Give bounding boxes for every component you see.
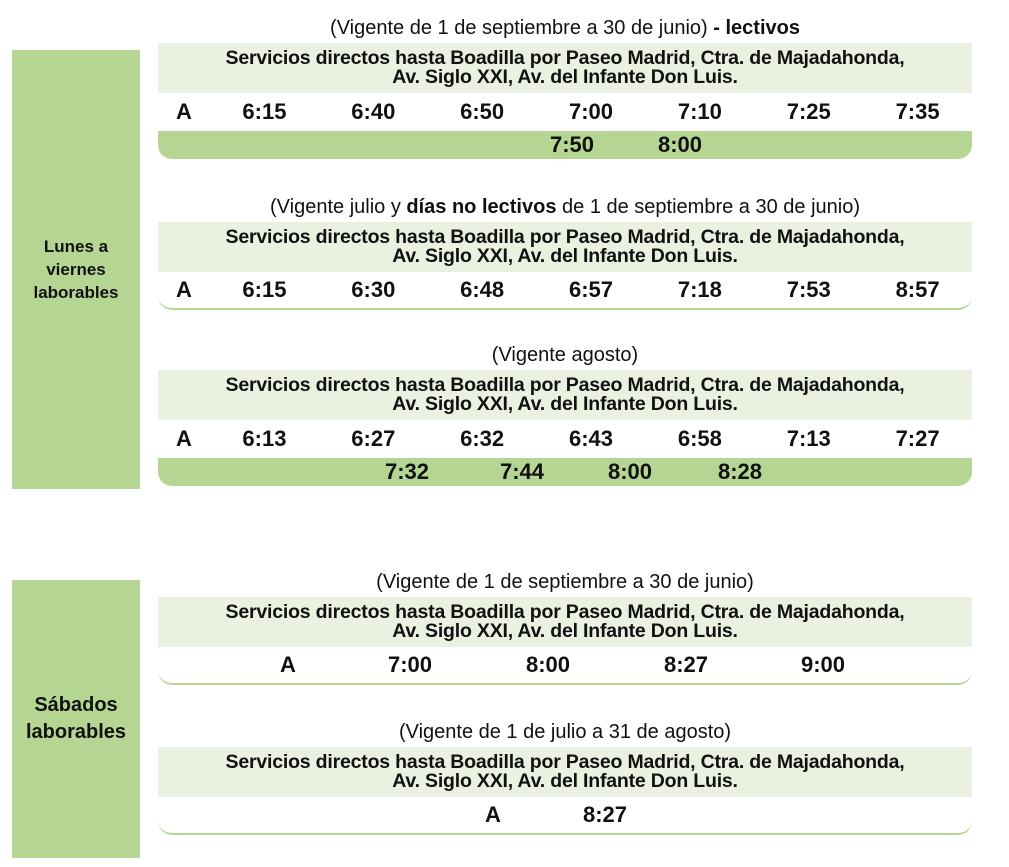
time-cell: 6:40 bbox=[351, 99, 396, 124]
period-text: de 1 de septiembre a 30 de junio) bbox=[562, 196, 860, 218]
time-cell: 9:00 bbox=[800, 652, 846, 677]
saturday-label-line: laborables bbox=[25, 721, 127, 743]
departure-times-row bbox=[158, 93, 972, 131]
period-text: (Vigente de 1 de septiembre a 30 de junio) bbox=[330, 17, 708, 39]
period-heading bbox=[158, 567, 972, 597]
route-line-1: Servicios directos hasta Boadilla por Paseo Madrid, Ctra. de Majadahonda, bbox=[225, 47, 905, 69]
time-cell: 6:57 bbox=[568, 277, 614, 302]
period-text: (Vigente de 1 de julio a 31 de agosto) bbox=[398, 721, 732, 743]
weekday-label bbox=[12, 50, 140, 489]
time-cell: A bbox=[485, 802, 501, 827]
time-cell: 7:13 bbox=[786, 426, 831, 451]
extra-times-row bbox=[158, 131, 972, 159]
saturday-label-line: Sábados bbox=[34, 694, 118, 716]
departure-times-row bbox=[158, 420, 972, 458]
time-cell: 7:32 bbox=[384, 459, 430, 484]
time-cell: 8:27 bbox=[582, 802, 628, 827]
route-description bbox=[158, 370, 972, 420]
time-cell: 7:25 bbox=[786, 99, 831, 124]
time-cell: 6:27 bbox=[351, 426, 396, 451]
period-heading bbox=[158, 13, 972, 43]
route-line-1: Servicios directos hasta Boadilla por Paseo Madrid, Ctra. de Majadahonda, bbox=[225, 601, 905, 623]
time-cell: 6:50 bbox=[460, 99, 505, 124]
time-cell: 6:32 bbox=[460, 426, 505, 451]
extra-times-row bbox=[158, 458, 972, 486]
time-cell: 8:00 bbox=[607, 459, 653, 484]
saturday-sep-jun-schedule bbox=[158, 567, 972, 685]
route-description bbox=[158, 597, 972, 647]
time-cell: 7:00 bbox=[387, 652, 433, 677]
weekday-school-schedule bbox=[158, 13, 972, 159]
weekday-label-line: viernes bbox=[46, 260, 106, 279]
route-line-2: Av. Siglo XXI, Av. del Infante Don Luis. bbox=[392, 393, 738, 415]
time-cell: A bbox=[176, 277, 192, 302]
route-line-2: Av. Siglo XXI, Av. del Infante Don Luis. bbox=[392, 770, 738, 792]
period-heading bbox=[158, 192, 972, 222]
route-description bbox=[158, 43, 972, 93]
weekday-nonschool-schedule bbox=[158, 192, 972, 310]
time-cell: 8:28 bbox=[717, 459, 763, 484]
period-text: (Vigente agosto) bbox=[491, 344, 639, 366]
route-line-2: Av. Siglo XXI, Av. del Infante Don Luis. bbox=[392, 620, 738, 642]
period-heading bbox=[158, 340, 972, 370]
departure-times-row bbox=[158, 272, 972, 310]
weekday-august-schedule bbox=[158, 340, 972, 486]
time-cell: A bbox=[176, 99, 192, 124]
route-description bbox=[158, 747, 972, 797]
period-bold: - lectivos bbox=[713, 17, 800, 39]
departure-times-row bbox=[158, 647, 972, 685]
time-cell: 6:15 bbox=[242, 99, 287, 124]
time-cell: 7:18 bbox=[677, 277, 722, 302]
weekday-label-line: laborables bbox=[33, 283, 119, 302]
period-text: (Vigente julio y bbox=[270, 196, 401, 218]
time-cell: 8:00 bbox=[525, 652, 571, 677]
route-line-2: Av. Siglo XXI, Av. del Infante Don Luis. bbox=[392, 245, 738, 267]
time-cell: 7:53 bbox=[786, 277, 831, 302]
time-cell: 7:10 bbox=[677, 99, 722, 124]
time-cell: 8:00 bbox=[657, 132, 703, 157]
route-line-1: Servicios directos hasta Boadilla por Paseo Madrid, Ctra. de Majadahonda, bbox=[225, 751, 905, 773]
time-cell: 8:57 bbox=[895, 277, 940, 302]
departure-times-row bbox=[158, 797, 972, 835]
period-bold: días no lectivos bbox=[406, 196, 557, 218]
time-cell: 7:50 bbox=[549, 132, 595, 157]
time-cell: 8:27 bbox=[663, 652, 709, 677]
period-text: (Vigente de 1 de septiembre a 30 de junio) bbox=[376, 571, 754, 593]
time-cell: 7:00 bbox=[568, 99, 614, 124]
time-cell: 6:58 bbox=[677, 426, 722, 451]
route-description bbox=[158, 222, 972, 272]
time-cell: 6:13 bbox=[242, 426, 287, 451]
time-cell: 6:43 bbox=[568, 426, 614, 451]
time-cell: 7:27 bbox=[895, 426, 940, 451]
time-cell: A bbox=[176, 426, 192, 451]
saturday-label bbox=[12, 580, 140, 858]
route-line-2: Av. Siglo XXI, Av. del Infante Don Luis. bbox=[392, 66, 738, 88]
time-cell: 6:15 bbox=[242, 277, 287, 302]
time-cell: 6:48 bbox=[460, 277, 505, 302]
period-heading bbox=[158, 717, 972, 747]
weekday-label-line: Lunes a bbox=[43, 237, 109, 256]
time-cell: 6:30 bbox=[351, 277, 396, 302]
time-cell: A bbox=[280, 652, 296, 677]
time-cell: 7:44 bbox=[499, 459, 545, 484]
route-line-1: Servicios directos hasta Boadilla por Paseo Madrid, Ctra. de Majadahonda, bbox=[225, 226, 905, 248]
route-line-1: Servicios directos hasta Boadilla por Paseo Madrid, Ctra. de Majadahonda, bbox=[225, 374, 905, 396]
time-cell: 7:35 bbox=[895, 99, 940, 124]
saturday-jul-aug-schedule bbox=[158, 717, 972, 835]
